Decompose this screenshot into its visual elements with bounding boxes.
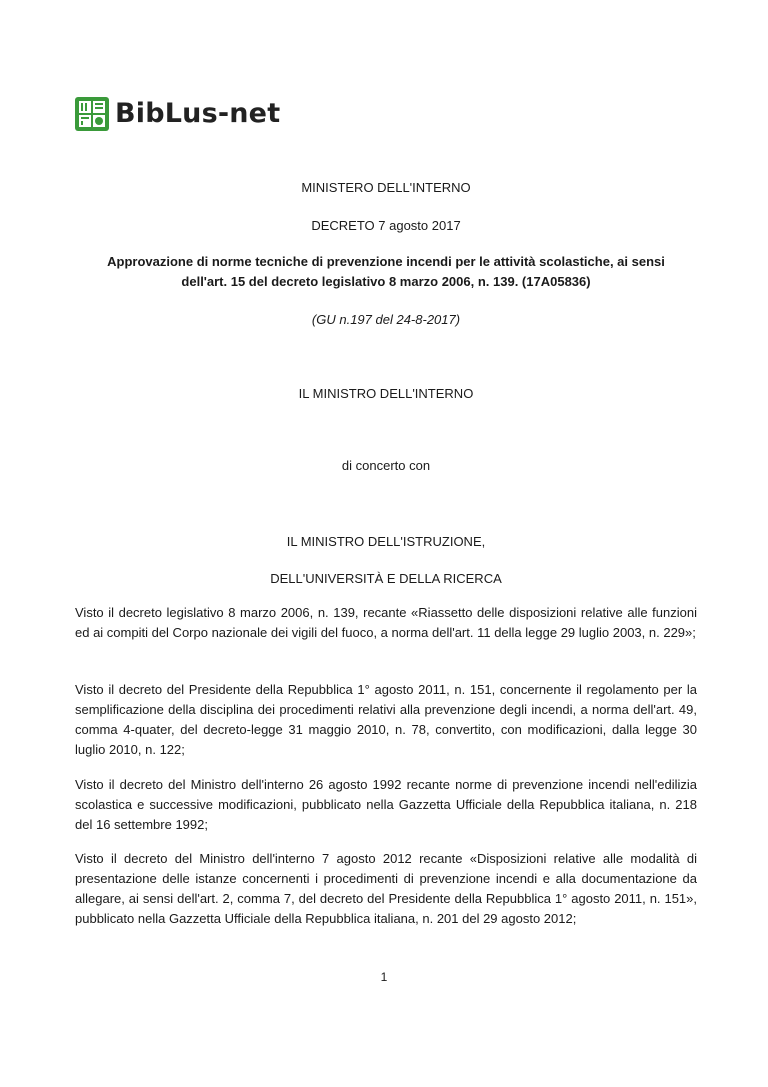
biblus-logo bbox=[75, 96, 280, 132]
gazette-reference: (GU n.197 del 24-8-2017) bbox=[311, 312, 461, 327]
decree-title-line-2: dell'art. 15 del decreto legislativo 8 marzo 2006, n. 139. (17A05836) bbox=[181, 274, 591, 289]
biblus-logo-icon bbox=[75, 97, 109, 131]
decree-title-line-1: Approvazione di norme tecniche di prevenzione incendi per le attività scolastiche, ai sensi bbox=[107, 254, 665, 269]
logo-text: BibLus-net bbox=[115, 98, 281, 129]
ministry-heading: MINISTERO DELL'INTERNO bbox=[301, 180, 471, 195]
minister2-line-2: DELL'UNIVERSITÀ E DELLA RICERCA bbox=[270, 571, 502, 586]
paragraph-2: Visto il decreto del Presidente della Repubblica 1° agosto 2011, n. 151, concernente il regolamento per la semplificazione della disciplina dei procedimenti relativi alla prevenzione degli incendi, a norma dell'art. 49, comma 4-quater, del decreto-legge 31 maggio 2010, n. 78, convertito, con modificazioni, dalla legge 30 luglio 2010, n. 122; bbox=[75, 682, 697, 757]
minister2-line-1: IL MINISTRO DELL'ISTRUZIONE, bbox=[286, 534, 486, 549]
decree-date: DECRETO 7 agosto 2017 bbox=[311, 218, 461, 233]
paragraph-3: Visto il decreto del Ministro dell'interno 26 agosto 1992 recante norme di prevenzione incendi nell'edilizia scolastica e successive modificazioni, pubblicato nella Gazzetta Ufficiale della Repubblica italiana, n. 218 del 16 settembre 1992; bbox=[75, 777, 697, 832]
concert-text: di concerto con bbox=[341, 458, 431, 473]
paragraph-1: Visto il decreto legislativo 8 marzo 2006, n. 139, recante «Riassetto delle disposizioni relative alle funzioni ed ai compiti del Corpo nazionale dei vigili del fuoco, a norma dell'art. 11 della legge 29 luglio 2003, n. 229»; bbox=[75, 605, 697, 640]
paragraph-4: Visto il decreto del Ministro dell'interno 7 agosto 2012 recante «Disposizioni relative alle modalità di presentazione delle istanze concernenti i procedimenti di prevenzione incendi e alla documentazione da allegare, ai sensi dell'art. 2, comma 7, del decreto del Presidente della Repubblica 1° agosto 2011, n. 151», pubblicato nella Gazzetta Ufficiale della Repubblica italiana, n. 201 del 29 agosto 2012; bbox=[75, 851, 697, 926]
page-number: 1 bbox=[380, 970, 388, 984]
minister-heading: IL MINISTRO DELL'INTERNO bbox=[298, 386, 474, 401]
